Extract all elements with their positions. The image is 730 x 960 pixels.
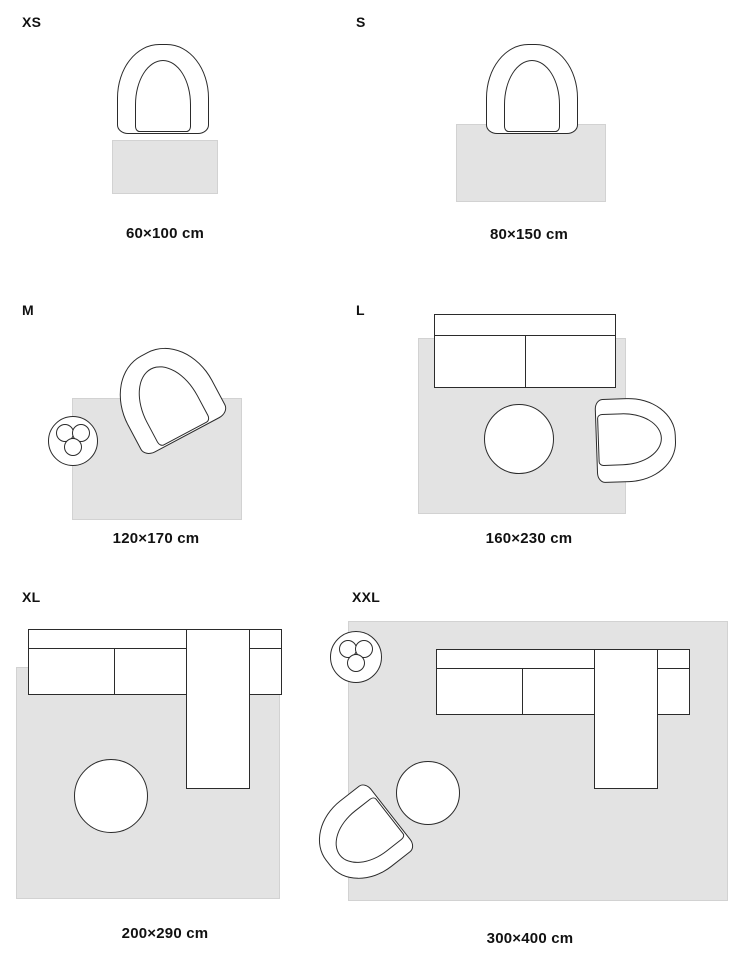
coffee-table-xl: [74, 759, 148, 833]
sofa-chaise-xxl: [594, 649, 658, 789]
coffee-table-l: [484, 404, 554, 474]
size-block-s: [340, 0, 730, 265]
sofa-seat-divider-xl: [114, 649, 115, 695]
size-code-xxl: XXL: [352, 589, 381, 605]
sofa-seat-divider-xxl: [522, 669, 523, 715]
sofa-seat-divider-l: [525, 336, 526, 388]
rug-shape-xs: [112, 140, 218, 194]
size-code-m: M: [22, 302, 34, 318]
armchair-group-l: [584, 396, 677, 489]
scene-xs: [0, 30, 365, 205]
size-code-xs: XS: [22, 14, 42, 30]
scene-xxl: [310, 613, 730, 923]
plant-leaf-icon-xxl-3: [347, 654, 365, 672]
plant-leaf-icon-m-3: [64, 438, 82, 456]
size-code-xl: XL: [22, 589, 41, 605]
size-block-m: [0, 290, 365, 565]
plant-group-m: [48, 416, 100, 468]
scene-s: [340, 30, 730, 210]
size-block-xxl: [310, 575, 730, 960]
rug-shape-s: [456, 124, 606, 202]
size-block-xl: [0, 575, 340, 960]
dimension-label-xs: 60×100 cm: [125, 225, 205, 242]
scene-xl: [0, 615, 340, 915]
dimension-label-xxl: 300×400 cm: [486, 930, 574, 947]
dimension-label-s: 80×150 cm: [489, 226, 569, 243]
scene-l: [340, 318, 730, 508]
size-block-xs: [0, 0, 365, 265]
sofa-backrest-l: [434, 314, 616, 336]
plant-group-xxl: [330, 631, 386, 687]
size-code-l: L: [356, 302, 365, 318]
size-code-s: S: [356, 14, 366, 30]
scene-m: [0, 318, 365, 508]
dimension-label-l: 160×230 cm: [485, 530, 573, 547]
dimension-label-m: 120×170 cm: [112, 530, 200, 547]
size-block-l: [340, 290, 730, 565]
sofa-chaise-xl: [186, 629, 250, 789]
dimension-label-xl: 200×290 cm: [121, 925, 209, 942]
